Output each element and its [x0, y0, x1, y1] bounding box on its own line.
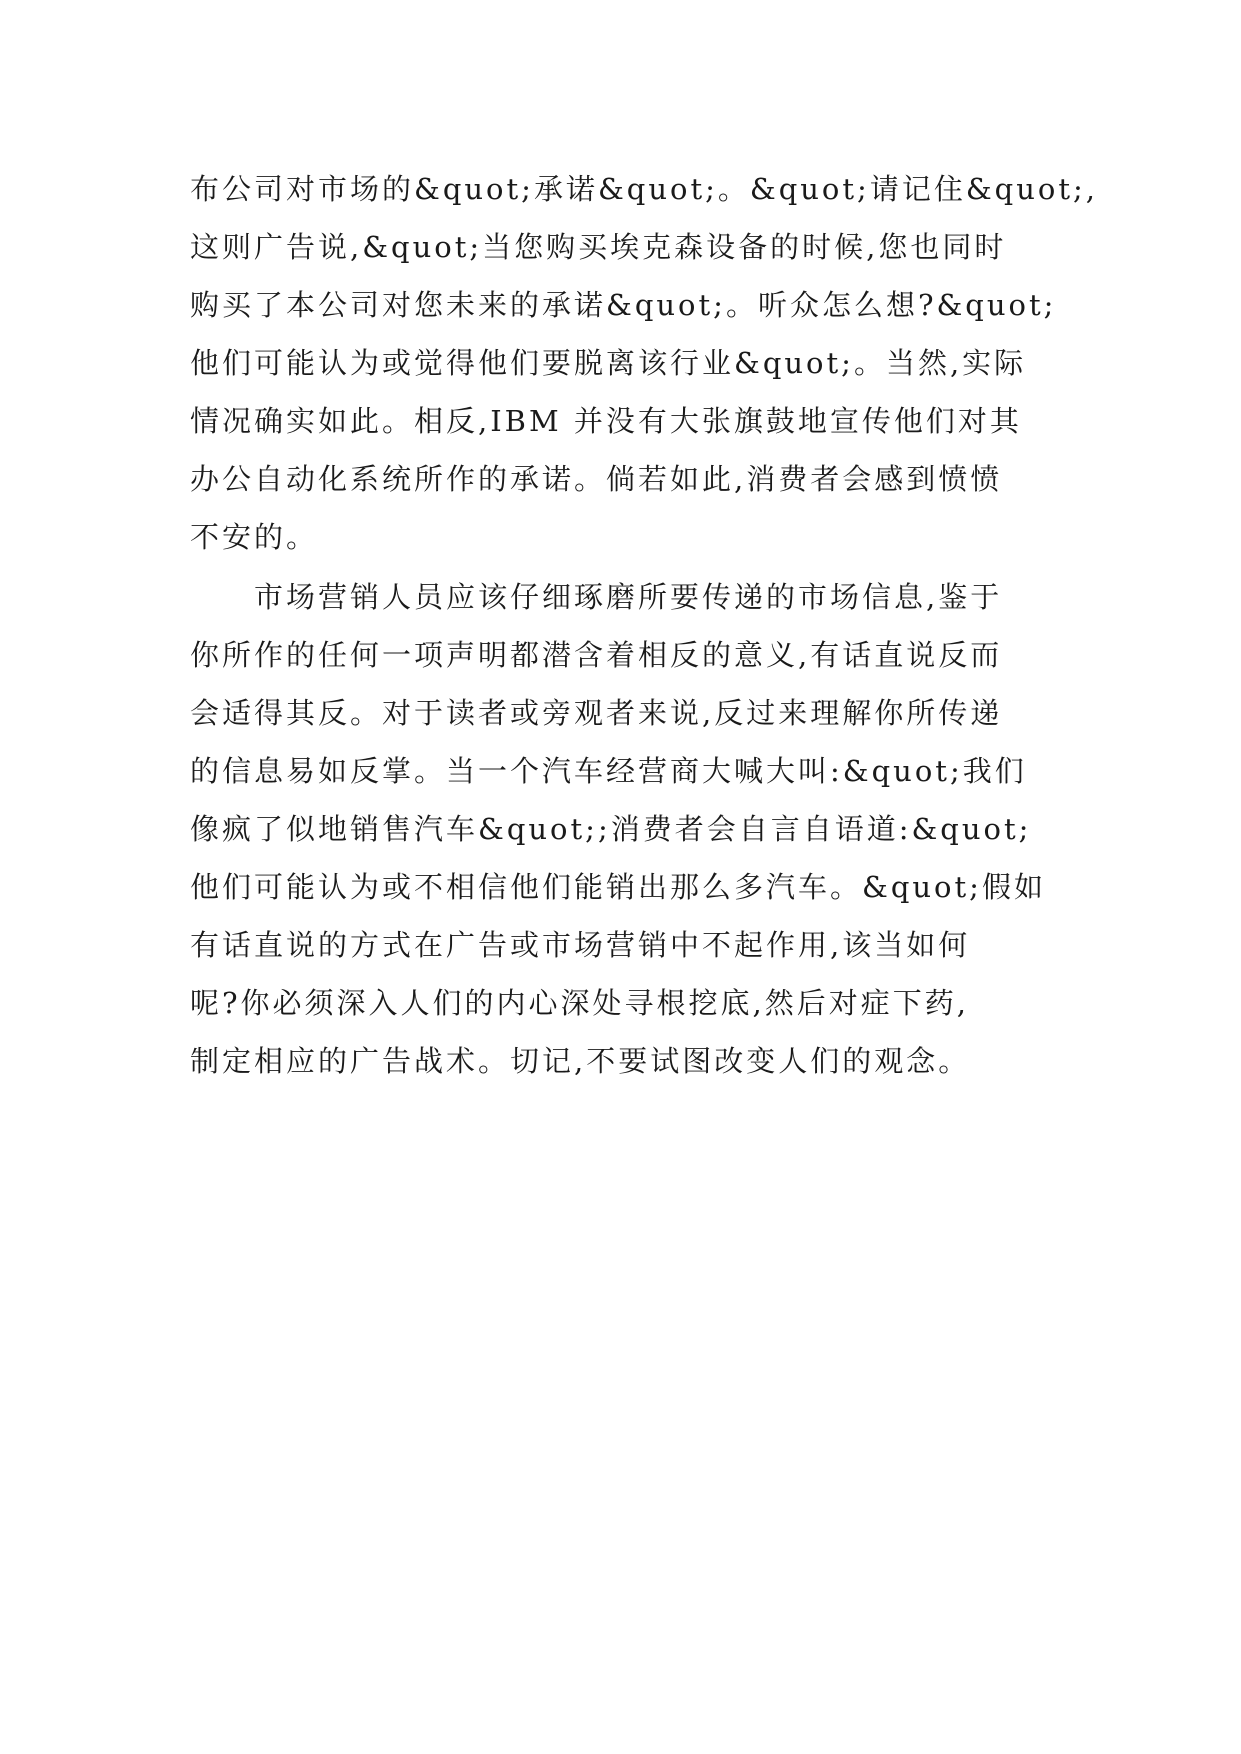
- text-line: 呢?你必须深入人们的内心深处寻根挖底,然后对症下药,: [190, 986, 969, 1020]
- text-line: 情况确实如此。相反,IBM 并没有大张旗鼓地宣传他们对其: [190, 404, 1022, 438]
- text-line: 办公自动化系统所作的承诺。倘若如此,消费者会感到愤愤: [190, 462, 1003, 496]
- paragraph-2: [190, 568, 1070, 1090]
- text-line: 市场营销人员应该仔细琢磨所要传递的市场信息,鉴于: [190, 580, 1003, 614]
- text-line: 这则广告说,&quot;当您购买埃克森设备的时候,您也同时: [190, 230, 1007, 264]
- text-line: 他们可能认为或不相信他们能销出那么多汽车。&quot;假如: [190, 870, 1046, 904]
- text-line: 制定相应的广告战术。切记,不要试图改变人们的观念。: [190, 1044, 971, 1078]
- text-line: 有话直说的方式在广告或市场营销中不起作用,该当如何: [190, 928, 971, 962]
- text-line: 他们可能认为或觉得他们要脱离该行业&quot;。当然,实际: [190, 346, 1027, 380]
- text-line: 购买了本公司对您未来的承诺&quot;。听众怎么想?&quot;: [190, 288, 1057, 322]
- text-line: 不安的。: [190, 520, 319, 554]
- document-body: [190, 160, 1098, 1090]
- text-line: 会适得其反。对于读者或旁观者来说,反过来理解你所传递: [190, 696, 1003, 730]
- text-line: 布公司对市场的&quot;承诺&quot;。&quot;请记住&quot;,: [190, 172, 1098, 206]
- text-line: 你所作的任何一项声明都潜含着相反的意义,有话直说反而: [190, 638, 1003, 672]
- paragraph-1: [190, 160, 1098, 566]
- text-line: 的信息易如反掌。当一个汽车经营商大喊大叫:&quot;我们: [190, 754, 1027, 788]
- text-line: 像疯了似地销售汽车&quot;;消费者会自言自语道:&quot;: [190, 812, 1032, 846]
